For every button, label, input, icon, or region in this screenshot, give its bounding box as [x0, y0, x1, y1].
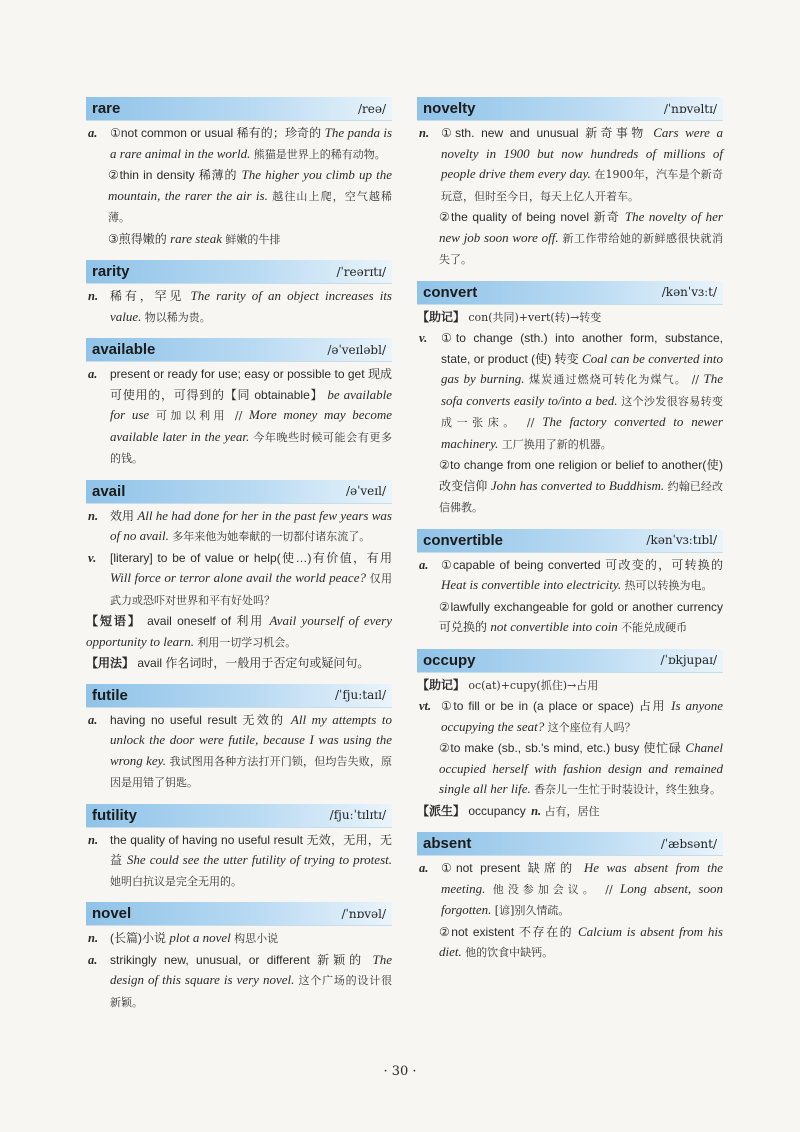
definition: the quality of having no useful result 无效，无用，无益 [110, 832, 392, 867]
definition: 效用 [110, 508, 135, 523]
memo-tag: 【助记】 [417, 309, 466, 324]
entry-header [86, 902, 392, 926]
definition: ①not present 缺席的 [441, 861, 577, 875]
part-of-speech: n. [88, 832, 99, 847]
definition: [literary] to be of value or help(使…)有价值，有用 [110, 550, 392, 565]
definition: present or ready for use; easy or possible to get 现成可使用的，可得到的【同 obtainable】 [110, 367, 392, 402]
headword: novelty [423, 100, 476, 117]
example: Is anyone occupying the seat? [441, 698, 723, 734]
part-of-speech: n. [419, 126, 430, 140]
entry-header [417, 649, 723, 673]
definition: ①not common or usual 稀有的；珍奇的 [110, 126, 322, 140]
definition: ②not existent 不存在的 [439, 924, 574, 939]
translation: 她明白抗议是完全无用的。 [110, 874, 242, 888]
entry-header [417, 281, 723, 305]
translation: 越往山上爬，空气越稀薄。 [108, 189, 392, 224]
example: More money may become available later in the year. [110, 407, 392, 444]
entry-rare [86, 97, 392, 250]
phonetic: /ˈɒkjupaɪ/ [660, 653, 717, 667]
part-of-speech: vt. [419, 699, 432, 713]
translation: 多年来他为她奉献的一切都付诸东流了。 [172, 530, 371, 543]
usage-note: avail 作名词时，一般用于否定句或疑问句。 [137, 656, 370, 670]
example: Long absent, soon forgotten. [441, 880, 723, 917]
translation: 香奈儿一生忙于时装设计，终生独身。 [534, 783, 722, 796]
phonetic: /ˈreərɪtɪ/ [336, 264, 386, 279]
phonetic: /reə/ [357, 101, 386, 116]
example: All my attempts to unlock the door were futile, because I was using the wrong key. [110, 711, 392, 768]
definition: ①capable of being converted 可改变的，可转换的 [441, 557, 723, 572]
definition: having no useful result 无效的 [110, 712, 286, 727]
example: rare steak [170, 230, 222, 246]
translation: 这个广场的设计很新颖。 [110, 974, 392, 1009]
definition: ②lawfully exchangeable for gold or another currency 可兑换的 [439, 599, 723, 634]
headword: futile [92, 686, 128, 704]
phonetic: /fjuːˈtɪlɪtɪ/ [329, 808, 386, 822]
example: The design of this square is very novel. [110, 951, 392, 987]
part-of-speech: a. [88, 126, 98, 140]
definition: ③煎得嫩的 [108, 231, 167, 246]
part-of-speech: a. [419, 861, 429, 875]
entry-header [86, 97, 392, 121]
example: The higher you climb up the mountain, the rarer the air is. [108, 167, 392, 203]
translation: 工厂换用了新的机器。 [501, 437, 612, 451]
translation: 可加以利用 // [155, 409, 243, 422]
entry-available [86, 338, 392, 470]
headword: futility [92, 806, 137, 824]
entry-avail [86, 480, 392, 674]
part-of-speech: n. [88, 931, 99, 945]
part-of-speech: a. [419, 557, 429, 572]
phonetic: /ˈnɒvəl/ [341, 906, 386, 921]
entry-header [86, 338, 392, 362]
part-of-speech: v. [419, 331, 428, 345]
translation: 不能兑成硬币 [621, 621, 688, 634]
translation: [谚]别久情疏。 [494, 904, 570, 917]
translation: 我试图用各种方法打开门锁，但均告失败，原因是用错了钥匙。 [110, 754, 392, 789]
example: Chanel occupied herself with fashion design and remained single all her life. [439, 740, 723, 796]
part-of-speech: n. [88, 508, 99, 523]
phonetic: /ˈfjuːtaɪl/ [335, 688, 386, 702]
example: The factory converted to newer machinery. [441, 414, 723, 451]
example: The rarity of an object increases its value. [110, 288, 392, 324]
translation: 在1900年，汽车是个新奇玩意，但时至今日，每天上亿人开着车。 [441, 168, 723, 203]
entry-futility [86, 804, 392, 893]
translation: 占有，居住 [544, 804, 600, 818]
translation: 今年晚些时候可能会有更多的钱。 [110, 430, 392, 465]
example: Will force or terror alone avail the world peace? [110, 570, 366, 585]
translation: 熊猫是世界上的稀有动物。 [253, 147, 386, 161]
phonetic: /ˈnɒvəltɪ/ [663, 101, 717, 116]
example: Coal can be converted into gas by burning. [441, 350, 723, 386]
example: not convertible into coin [490, 619, 618, 634]
definition: 稀有，罕见 [110, 289, 185, 303]
entry-header [86, 480, 392, 504]
headword: rare [92, 100, 121, 117]
example: The panda is a rare animal in the world. [110, 125, 393, 161]
example: She could see the utter futility of trying to protest. [126, 852, 392, 867]
translation: 鲜嫩的牛排 [225, 232, 281, 246]
translation: 煤炭通过燃烧可转化为煤气。 // [529, 373, 699, 386]
headword: avail [92, 482, 126, 500]
entry-header [86, 804, 392, 828]
entry-occupy [417, 649, 723, 823]
right-column [417, 97, 723, 974]
definition: ①to change (sth.) into another form, substance, state, or product (使) 转变 [441, 331, 723, 366]
translation: 新工作带给她的新鲜感很快就消失了。 [439, 231, 724, 266]
entry-convertible [417, 529, 723, 639]
entry-convert [417, 281, 723, 519]
example: John has converted to Buddhism. [490, 477, 665, 493]
definition: ②to make (sb., sb.'s mind, etc.) busy 使忙碌 [439, 741, 682, 755]
translation: 利用一切学习机会。 [197, 635, 297, 649]
example: All he had done for her in the past few years was of no avail. [110, 507, 392, 543]
entry-novelty [417, 97, 723, 271]
part-of-speech: a. [88, 367, 98, 381]
headword: available [92, 341, 156, 358]
translation: 物以稀为贵。 [144, 310, 211, 324]
entry-header [417, 97, 723, 121]
example: The novelty of her new job soon wore off. [439, 209, 723, 245]
example: Heat is convertible into electricity. [441, 577, 622, 592]
definition: ②the quality of being novel 新奇 [439, 210, 621, 224]
part-of-speech: a. [88, 952, 98, 967]
example: plot a novel [169, 930, 231, 945]
page-number: · 30 · [383, 1064, 417, 1079]
example: be available for use [110, 386, 392, 422]
definition: (长篇)小说 [110, 931, 166, 945]
entry-futile [86, 684, 392, 794]
example: He was absent from the meeting. [441, 860, 723, 896]
part-of-speech: a. [88, 712, 98, 727]
entry-absent [417, 832, 723, 964]
entry-header [417, 832, 723, 856]
derivative-tag: 【派生】 [417, 803, 466, 818]
headword: convert [423, 283, 478, 301]
phonetic: /əˈveɪl/ [345, 484, 386, 498]
part-of-speech: n. [531, 803, 542, 818]
translation: 热可以转换为电。 [624, 579, 713, 592]
translation: 这个座位有人吗？ [547, 720, 636, 734]
phrase: avail oneself of 利用 [147, 614, 265, 628]
entry-header [86, 684, 392, 708]
translation: 仅用武力或恐吓对世界和平有好处吗？ [110, 572, 392, 607]
example: Calcium is absent from his diet. [439, 923, 723, 959]
phonetic: /kənˈvɜːt/ [661, 285, 717, 299]
headword: rarity [92, 263, 130, 280]
derivative: occupancy [468, 803, 526, 818]
phrase-tag: 【短语】 [86, 614, 142, 628]
headword: novel [92, 905, 132, 922]
definition: ②thin in density 稀薄的 [108, 168, 238, 182]
entry-rarity [86, 260, 392, 328]
memo: oc(at)+cupy(抓住)→占用 [468, 678, 599, 692]
part-of-speech: n. [88, 289, 99, 303]
translation: 他的饮食中缺钙。 [465, 946, 554, 959]
entry-header [86, 260, 392, 284]
usage-tag: 【用法】 [86, 656, 135, 670]
example: Cars were a novelty in 1900 but now hundreds of millions of people drive them every day. [441, 125, 724, 181]
definition: ①sth. new and unusual 新奇事物 [441, 126, 647, 140]
example: The sofa converts easily to/into a bed. [441, 371, 723, 408]
headword: absent [423, 835, 472, 852]
example: Avail yourself of every opportunity to learn. [86, 613, 392, 649]
phonetic: /ˈæbsənt/ [660, 836, 717, 851]
definition: ②to change from one religion or belief to another(使)改变信仰 [439, 458, 723, 493]
translation: 他没参加会议。 // [492, 882, 613, 896]
memo: con(共同)+vert(转)→转变 [468, 310, 602, 324]
entry-header [417, 529, 723, 553]
translation: 这个沙发很容易转变成一张床。 // [441, 394, 723, 429]
definition: strikingly new, unusual, or different 新颖的 [110, 952, 366, 967]
part-of-speech: v. [88, 550, 97, 565]
headword: convertible [423, 531, 504, 549]
translation: 约翰已经改信佛教。 [439, 479, 723, 514]
entry-novel [86, 902, 392, 1013]
left-column [86, 97, 392, 1023]
phonetic: /kənˈvɜːtɪbl/ [646, 533, 717, 547]
phonetic: /əˈveɪləbl/ [327, 342, 386, 357]
translation: 构思小说 [234, 932, 279, 945]
headword: occupy [423, 651, 476, 669]
definition: ①to fill or be in (a place or space) 占用 [441, 699, 667, 713]
memo-tag: 【助记】 [417, 677, 466, 692]
